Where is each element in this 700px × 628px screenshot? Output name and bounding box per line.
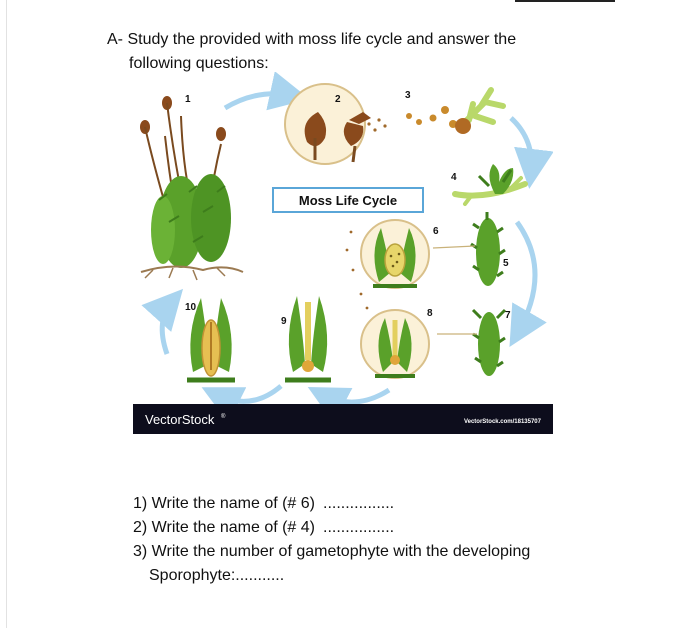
moss-life-cycle-figure — [133, 72, 553, 434]
stage-number-3: 3 — [405, 90, 411, 101]
stage-number-9: 9 — [281, 316, 287, 327]
cycle-arrow-6 — [162, 300, 173, 354]
question-1-blank: ................ — [323, 495, 395, 512]
cycle-arrow-5 — [215, 386, 281, 401]
antheridium-circle — [346, 220, 429, 309]
stage-number-7: 7 — [505, 310, 511, 321]
question-2-text: 2) Write the name of (# 4) — [133, 519, 315, 536]
top-rule — [515, 0, 615, 2]
young-gametophyte — [455, 164, 525, 204]
stage-number-1: 1 — [185, 94, 191, 105]
watermark-registered-mark: ® — [221, 414, 226, 420]
question-1-text: 1) Write the name of (# 6) — [133, 495, 315, 512]
moss-plant-mature — [140, 96, 243, 280]
heading-line-2: following questions: — [129, 55, 269, 72]
cycle-arrow-2 — [511, 118, 532, 174]
spores-protonema — [406, 90, 503, 134]
question-list — [133, 492, 653, 588]
page-edge-line — [6, 0, 7, 628]
stage-number-6: 6 — [433, 226, 439, 237]
stage-number-8: 8 — [427, 308, 433, 319]
watermark-logo-text: VectorStock — [145, 412, 215, 427]
archegonium-circle — [361, 310, 429, 378]
leafy-gametophyte — [433, 212, 505, 286]
moss-life-cycle-diagram — [133, 72, 553, 434]
cycle-arrow-4 — [321, 390, 389, 402]
diagram-title: Moss Life Cycle — [298, 193, 398, 208]
cycle-arrow-3 — [517, 222, 535, 334]
question-2 — [133, 516, 653, 540]
cycle-arrow-1 — [225, 94, 295, 108]
question-2-blank: ................ — [323, 519, 395, 536]
question-3-line-1: 3) Write the number of gametophyte with the developing — [133, 543, 531, 560]
question-1 — [133, 492, 653, 516]
stage-number-4: 4 — [451, 172, 457, 183]
heading-line-1: A- Study the provided with moss life cycle and answer the — [107, 31, 517, 48]
question-3 — [133, 540, 653, 564]
watermark-url: VectorStock.com/18135707 — [463, 419, 541, 425]
stage-number-2: 2 — [335, 94, 341, 105]
stage-number-5: 5 — [503, 258, 509, 269]
female-gametophyte — [437, 310, 505, 376]
question-3-line-2: Sporophyte:........... — [149, 567, 285, 584]
stage-number-10: 10 — [185, 302, 197, 313]
question-heading — [107, 28, 627, 76]
fertilized-archegonium — [285, 296, 331, 380]
